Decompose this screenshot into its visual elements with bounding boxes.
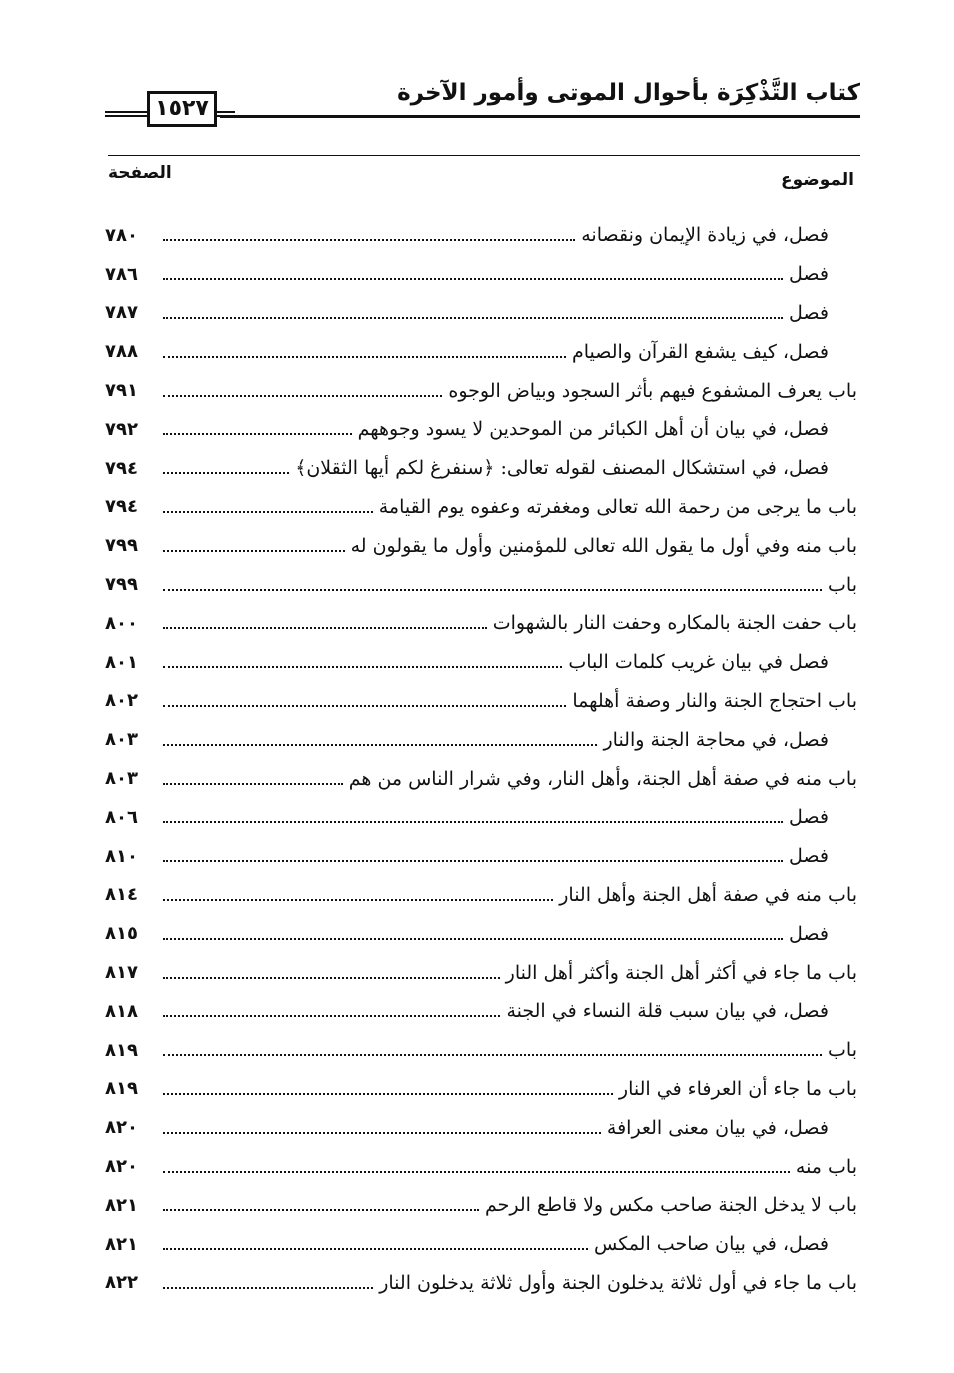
toc-entry-title: باب لا يدخل الجنة صاحب مكس ولا قاطع الرحم	[484, 1194, 857, 1217]
dot-leader	[163, 666, 562, 668]
toc-entry-title: باب حفت الجنة بالمكاره وحفت النار بالشهوات	[492, 612, 857, 635]
dot-leader	[163, 977, 500, 979]
toc-entry-title: فصل، في زيادة الإيمان ونقصانه	[581, 224, 829, 247]
toc-entry-page: ٧٩٩	[105, 535, 138, 557]
toc-entry-page: ٧٩١	[105, 380, 138, 402]
toc-entry-page: ٨٢٠	[105, 1156, 138, 1178]
toc-entry	[105, 255, 857, 294]
topic-column-heading: الموضوع	[781, 170, 854, 190]
toc-entry-title: باب منه وفي أول ما يقول الله تعالى للمؤمنين وأول ما يقولون له	[350, 534, 857, 557]
toc-entry-title: فصل، في بيان صاحب المكس	[593, 1233, 829, 1256]
toc-entry-page: ٨١٠	[105, 845, 138, 867]
toc-entry-page: ٧٩٩	[105, 574, 138, 596]
dot-leader	[163, 433, 352, 435]
toc-entry-title: فصل	[789, 922, 829, 945]
toc-entry	[105, 449, 857, 488]
dot-leader	[163, 1209, 479, 1211]
toc-entry	[105, 1225, 857, 1264]
toc-entry	[105, 1031, 857, 1070]
toc-entry	[105, 488, 857, 527]
toc-entry	[105, 953, 857, 992]
toc-entry	[105, 1147, 857, 1186]
table-of-contents	[105, 216, 857, 1302]
toc-entry	[105, 720, 857, 759]
toc-entry-title: فصل	[789, 845, 829, 868]
column-header-rule	[108, 155, 860, 156]
toc-entry-title: باب ما جاء في أول ثلاثة يدخلون الجنة وأول ثلاثة يدخلون النار	[379, 1271, 857, 1294]
toc-entry-page: ٧٨٧	[105, 302, 138, 324]
toc-entry-title: فصل	[789, 263, 829, 286]
toc-entry	[105, 876, 857, 915]
toc-entry-page: ٧٨٦	[105, 263, 138, 285]
dot-leader	[163, 511, 373, 513]
toc-entry-page: ٧٨٨	[105, 341, 138, 363]
toc-entry	[105, 565, 857, 604]
dot-leader	[163, 1093, 613, 1095]
toc-entry	[105, 526, 857, 565]
page-column-heading: الصفحة	[108, 163, 172, 183]
toc-entry-title: فصل في بيان غريب كلمات الباب	[568, 651, 829, 674]
toc-entry-page: ٨١٧	[105, 962, 138, 984]
toc-entry-page: ٨٢١	[105, 1233, 138, 1255]
toc-entry-page: ٨٠٣	[105, 729, 138, 751]
toc-entry-title: فصل، في بيان سبب قلة النساء في الجنة	[506, 1000, 829, 1023]
toc-entry-title: باب ما جاء في أكثر أهل الجنة وأكثر أهل النار	[505, 961, 857, 984]
dot-leader	[163, 821, 783, 823]
dot-leader	[163, 899, 553, 901]
toc-entry-page: ٨٢٢	[105, 1272, 138, 1294]
header-rule	[220, 115, 860, 118]
toc-entry-title: باب ما يرجى من رحمة الله تعالى ومغفرته وعفوه يوم القيامة	[378, 495, 857, 518]
dot-leader	[163, 356, 566, 358]
dot-leader	[163, 705, 566, 707]
toc-entry	[105, 332, 857, 371]
page-number: ١٥٢٧	[147, 91, 217, 127]
dot-leader	[163, 1171, 790, 1173]
dot-leader	[163, 627, 487, 629]
toc-entry-title: فصل، في بيان معنى العرافة	[606, 1116, 829, 1139]
toc-entry	[105, 914, 857, 953]
toc-entry-page: ٨٢٠	[105, 1117, 138, 1139]
toc-entry	[105, 682, 857, 721]
toc-entry-title: باب منه في صفة أهل الجنة وأهل النار	[559, 883, 857, 906]
dot-leader	[163, 1248, 588, 1250]
dot-leader	[163, 1054, 822, 1056]
toc-entry-page: ٨٠٠	[105, 612, 138, 634]
dot-leader	[163, 938, 783, 940]
toc-entry-page: ٨١٩	[105, 1039, 138, 1061]
toc-entry-title: فصل، كيف يشفع القرآن والصيام	[571, 340, 829, 363]
toc-entry-page: ٨١٤	[105, 884, 138, 906]
dot-leader	[163, 783, 343, 785]
toc-entry	[105, 1070, 857, 1109]
dot-leader	[163, 744, 597, 746]
toc-entry-title: باب	[828, 573, 857, 596]
toc-entry	[105, 837, 857, 876]
dot-leader	[163, 860, 783, 862]
toc-entry	[105, 216, 857, 255]
dot-leader	[163, 589, 822, 591]
toc-entry	[105, 1108, 857, 1147]
page-header	[105, 74, 860, 128]
toc-entry-title: فصل، في استشكال المصنف لقوله تعالى: ﴿سنفرغ لكم أيها الثقلان﴾	[295, 457, 829, 480]
dot-leader	[163, 550, 345, 552]
toc-entry-title: فصل، في بيان أن أهل الكبائر من الموحدين لا يسود وجوههم	[357, 418, 829, 441]
toc-entry-page: ٨٠١	[105, 651, 138, 673]
toc-entry	[105, 798, 857, 837]
toc-entry	[105, 294, 857, 333]
toc-entry-page: ٨١٥	[105, 923, 138, 945]
toc-entry-page: ٨١٨	[105, 1000, 138, 1022]
toc-entry-title: فصل	[789, 806, 829, 829]
toc-entry-page: ٧٨٠	[105, 224, 138, 246]
dot-leader	[163, 278, 783, 280]
toc-entry-page: ٨٠٦	[105, 806, 138, 828]
toc-entry	[105, 643, 857, 682]
toc-entry-page: ٨٢١	[105, 1194, 138, 1216]
dot-leader	[163, 1015, 500, 1017]
dot-leader	[163, 1132, 601, 1134]
toc-entry-title: باب منه	[795, 1155, 857, 1178]
toc-entry-page: ٧٩٢	[105, 418, 138, 440]
dot-leader	[163, 239, 575, 241]
toc-entry-page: ٧٩٤	[105, 457, 138, 479]
toc-entry-title: باب احتجاج الجنة والنار وصفة أهلهما	[572, 689, 857, 712]
toc-entry	[105, 1264, 857, 1303]
toc-entry-page: ٨٠٣	[105, 768, 138, 790]
dot-leader	[163, 317, 783, 319]
book-title: كتاب التَّذْكِرَة بأحوال الموتى وأمور الآخرة	[397, 80, 860, 106]
dot-leader	[163, 472, 289, 474]
dot-leader	[163, 1287, 373, 1289]
toc-entry-title: فصل	[789, 301, 829, 324]
toc-entry-title: باب منه في صفة أهل الجنة، وأهل النار، وفي شرار الناس من هم	[348, 767, 857, 790]
toc-entry-page: ٧٩٤	[105, 496, 138, 518]
dot-leader	[163, 395, 442, 397]
toc-entry	[105, 604, 857, 643]
toc-entry-title: باب يعرف المشفوع فيهم بأثر السجود وبياض الوجوه	[448, 379, 857, 402]
toc-entry	[105, 759, 857, 798]
toc-entry	[105, 992, 857, 1031]
toc-entry-title: باب	[828, 1039, 857, 1062]
toc-entry-page: ٨٠٢	[105, 690, 138, 712]
toc-entry	[105, 1186, 857, 1225]
toc-entry-page: ٨١٩	[105, 1078, 138, 1100]
toc-entry	[105, 371, 857, 410]
toc-entry-title: باب ما جاء أن العرفاء في النار	[618, 1077, 857, 1100]
toc-entry-title: فصل، في محاجة الجنة والنار	[603, 728, 829, 751]
toc-entry	[105, 410, 857, 449]
